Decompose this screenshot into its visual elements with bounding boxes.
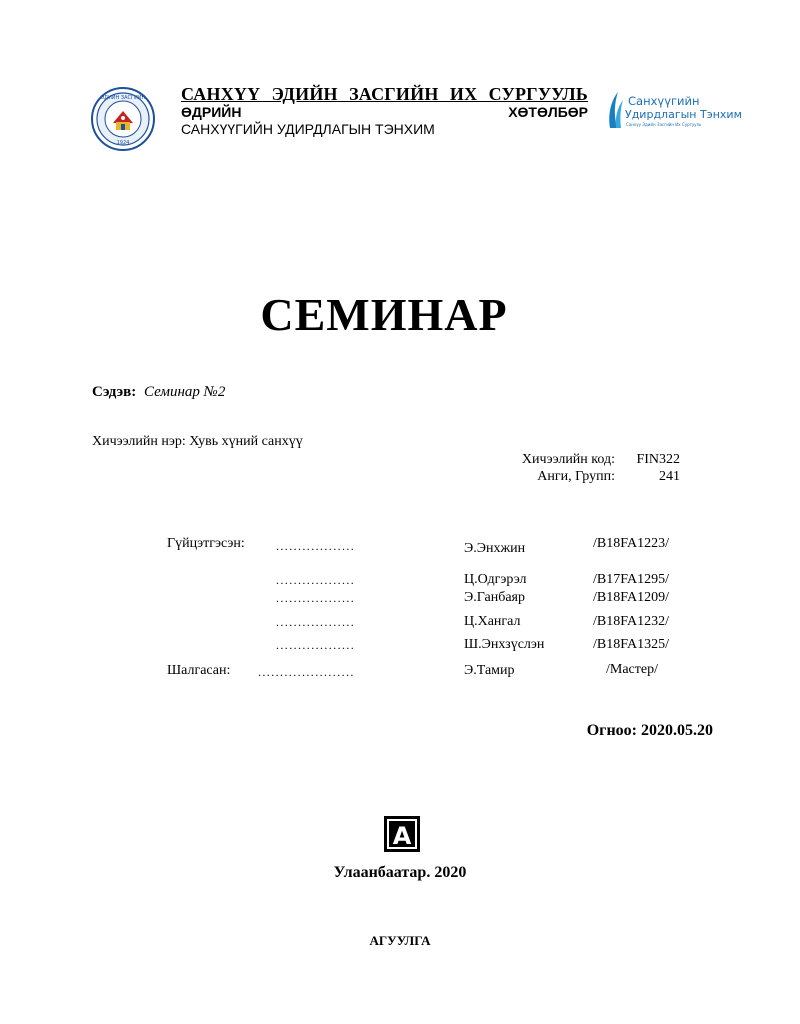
dept-logo-line3: Санхүү Эдийн Засгийн Их Сургууль bbox=[626, 122, 702, 127]
student-code: /B18FA1223/ bbox=[593, 536, 669, 551]
a-logo-letter: A bbox=[392, 822, 412, 850]
dept-logo-line2: Удирдлагын Тэнхим bbox=[625, 108, 742, 121]
city-year: Улаанбаатар. 2020 bbox=[333, 864, 467, 881]
seal-text: ЭДИЙН ЗАСГИЙН bbox=[100, 95, 146, 101]
program-row bbox=[181, 104, 588, 120]
contents-heading: АГУУЛГА bbox=[369, 933, 431, 948]
program-left: ӨДРИЙН bbox=[181, 104, 242, 120]
topic-value: Семинар №2 bbox=[144, 384, 226, 400]
student-name: Ц.Хангал bbox=[464, 614, 521, 629]
signature-dots: .................. bbox=[276, 638, 356, 652]
seal-year: 1924 bbox=[116, 140, 130, 146]
performed-label: Гүйцэтгэсэн: bbox=[167, 536, 245, 551]
group-label: Анги, Групп: bbox=[537, 469, 615, 484]
checker-label: Шалгасан: bbox=[167, 663, 231, 678]
signature-dots: .................. bbox=[276, 573, 356, 587]
university-seal-logo bbox=[91, 87, 155, 151]
student-name: Э.Энхжин bbox=[464, 541, 526, 556]
student-name: Э.Ганбаяр bbox=[464, 590, 525, 605]
university-name: САНХҮҮ ЭДИЙН ЗАСГИЙН ИХ СУРГУУЛЬ bbox=[181, 84, 588, 104]
student-code: /B17FA1295/ bbox=[593, 572, 669, 587]
student-name: Ш.Энхзүслэн bbox=[464, 637, 545, 652]
student-code: /B18FA1232/ bbox=[593, 614, 669, 629]
date-line: Огноо: 2020.05.20 bbox=[586, 722, 713, 739]
document-title: СЕМИНАР bbox=[260, 289, 508, 340]
department-name: САНХҮҮГИЙН УДИРДЛАГЫН ТЭНХИМ bbox=[181, 121, 435, 137]
course-code-value: FIN322 bbox=[636, 452, 680, 467]
department-logo bbox=[604, 88, 742, 132]
program-right: ХӨТӨЛБӨР bbox=[508, 104, 588, 120]
student-code: /B18FA1209/ bbox=[593, 590, 669, 605]
a-logo-icon bbox=[384, 816, 420, 852]
signature-dots: ...................... bbox=[258, 665, 355, 679]
checker-name: Э.Тамир bbox=[464, 663, 515, 678]
topic-label: Сэдэв: bbox=[92, 384, 137, 400]
student-code: /B18FA1325/ bbox=[593, 637, 669, 652]
course-code-label: Хичээлийн код: bbox=[521, 452, 615, 467]
dept-logo-line1: Санхүүгийн bbox=[628, 94, 700, 108]
course-name: Хичээлийн нэр: Хувь хүний санхүү bbox=[92, 434, 303, 449]
topic-line bbox=[92, 384, 225, 401]
student-name: Ц.Одгэрэл bbox=[464, 572, 527, 587]
signature-dots: .................. bbox=[276, 591, 356, 605]
signature-dots: .................. bbox=[276, 539, 356, 553]
group-value: 241 bbox=[659, 469, 680, 484]
signature-dots: .................. bbox=[276, 615, 356, 629]
checker-title: /Мастер/ bbox=[606, 662, 658, 677]
